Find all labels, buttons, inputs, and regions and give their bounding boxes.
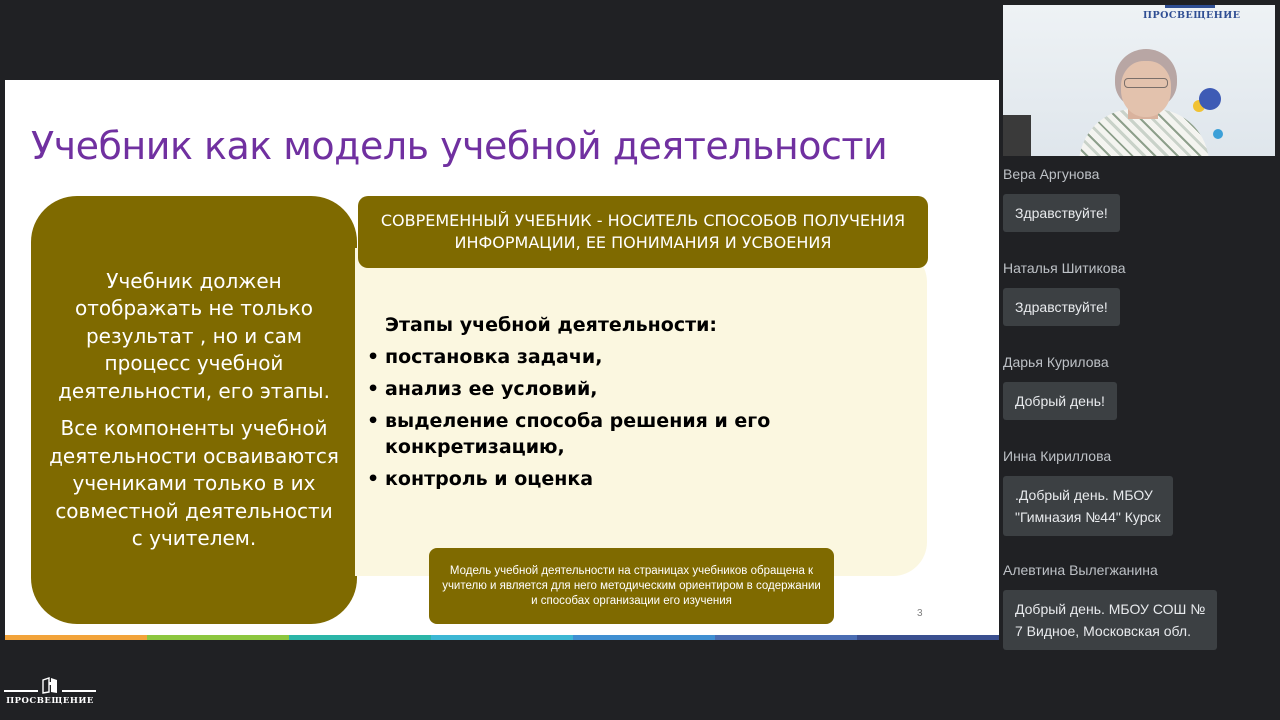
- prosveshchenie-logo: [4, 676, 96, 708]
- video-like-sticker: [1199, 88, 1221, 110]
- bullet-icon: •: [367, 468, 380, 490]
- logo-line: [62, 690, 96, 692]
- stripe-segment: [289, 635, 431, 640]
- chat-message: [1003, 448, 1173, 536]
- chat-message: [1003, 260, 1126, 326]
- stage-item: [367, 466, 797, 492]
- footnote-text: Модель учебной деятельности на страницах учебников обращена к учителю и является для него методическим ориентиром в содержании и способах организации его изучения: [442, 564, 821, 607]
- presenter-glasses: [1124, 78, 1168, 88]
- chat-message: [1003, 562, 1217, 650]
- stripe-segment: [715, 635, 857, 640]
- video-brand-mark: [1165, 5, 1215, 8]
- presenter-face: [1121, 61, 1171, 117]
- bullet-icon: •: [367, 410, 380, 432]
- chat-author: Вера Аргунова: [1003, 166, 1100, 182]
- stage-item-label: постановка задачи,: [385, 346, 603, 368]
- stages-list: [367, 344, 797, 492]
- color-stripe: [5, 635, 999, 640]
- stage-item: [367, 344, 797, 370]
- bullet-icon: •: [367, 346, 380, 368]
- left-box-paragraph-2: Все компоненты учебной деятельности осваиваются учениками только в их совместной деятельности с учителем.: [49, 416, 339, 550]
- stages-title: Этапы учебной деятельности:: [385, 314, 718, 336]
- stripe-segment: [573, 635, 715, 640]
- left-box-paragraph-1: Учебник должен отображать не только результат , но и сам процесс учебной деятельности, его этапы.: [58, 268, 330, 403]
- stage-item-label: анализ ее условий,: [385, 378, 598, 400]
- stripe-segment: [147, 635, 289, 640]
- stripe-segment: [857, 635, 999, 640]
- chat-message: [1003, 166, 1120, 232]
- chat-bubble: .Добрый день. МБОУ "Гимназия №44" Курск: [1003, 476, 1173, 536]
- video-brand-text: ПРОСВЕЩЕНИЕ: [1143, 10, 1241, 21]
- chat-bubble: Здравствуйте!: [1003, 194, 1120, 232]
- stage-item: [367, 408, 797, 460]
- presenter-video[interactable]: [1003, 5, 1275, 156]
- stages-list-block: [367, 312, 797, 498]
- left-info-box: [31, 196, 357, 624]
- logo-line: [4, 690, 38, 692]
- chat-author: Дарья Курилова: [1003, 354, 1109, 370]
- chat-author: Наталья Шитикова: [1003, 260, 1126, 276]
- chat-panel[interactable]: [1003, 160, 1280, 720]
- video-door: [1003, 115, 1031, 156]
- stripe-segment: [5, 635, 147, 640]
- stage-item-label: контроль и оценка: [385, 468, 594, 490]
- slide-title: Учебник как модель учебной деятельности: [31, 124, 888, 168]
- chat-bubble: Добрый день. МБОУ СОШ № 7 Видное, Московская обл.: [1003, 590, 1217, 650]
- header-box-text: СОВРЕМЕННЫЙ УЧЕБНИК - НОСИТЕЛЬ СПОСОБОВ ПОЛУЧЕНИЯ ИНФОРМАЦИИ, ЕЕ ПОНИМАНИЯ И УСВОЕНИЯ: [380, 211, 906, 252]
- video-decoration: [1213, 129, 1223, 139]
- presentation-slide: [5, 80, 999, 640]
- stage-item-label: выделение способа решения и его конкретизацию,: [385, 410, 771, 458]
- book-logo-icon: [42, 677, 58, 694]
- chat-bubble: Добрый день!: [1003, 382, 1117, 420]
- stripe-segment: [431, 635, 573, 640]
- header-box: [358, 196, 928, 268]
- bullet-icon: •: [367, 378, 380, 400]
- logo-text: ПРОСВЕЩЕНИЕ: [6, 696, 94, 706]
- chat-bubble: Здравствуйте!: [1003, 288, 1120, 326]
- footnote-box: [429, 548, 834, 624]
- stage-item: [367, 376, 797, 402]
- page-number: 3: [917, 608, 923, 619]
- chat-author: Инна Кириллова: [1003, 448, 1112, 464]
- chat-author: Алевтина Вылегжанина: [1003, 562, 1158, 578]
- chat-message: [1003, 354, 1117, 420]
